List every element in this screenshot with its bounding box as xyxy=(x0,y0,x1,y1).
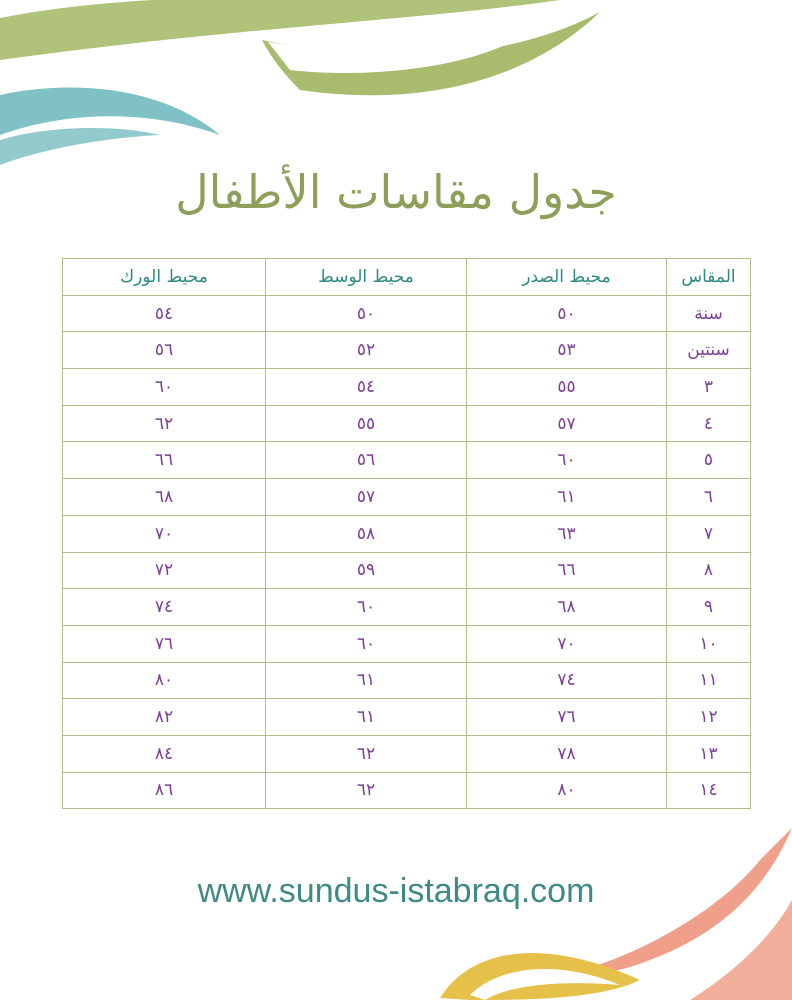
waist-cell: ٦١ xyxy=(266,662,467,699)
table-row xyxy=(63,552,751,589)
chest-cell: ٧٤ xyxy=(467,662,667,699)
chest-cell: ٥٠ xyxy=(467,295,667,332)
size-chart-table xyxy=(62,258,751,809)
header-hip: محيط الورك xyxy=(63,259,266,296)
size-cell: ١٤ xyxy=(667,772,751,809)
table-row xyxy=(63,515,751,552)
waist-cell: ٥٨ xyxy=(266,515,467,552)
table-row xyxy=(63,479,751,516)
teal-wave xyxy=(0,88,220,135)
size-cell: ٨ xyxy=(667,552,751,589)
table-row xyxy=(63,699,751,736)
hip-cell: ٦٠ xyxy=(63,369,266,406)
chest-cell: ٦٨ xyxy=(467,589,667,626)
table-row xyxy=(63,772,751,809)
table-row xyxy=(63,369,751,406)
table-row xyxy=(63,589,751,626)
waist-cell: ٦٢ xyxy=(266,772,467,809)
chest-cell: ٥٥ xyxy=(467,369,667,406)
hip-cell: ٥٤ xyxy=(63,295,266,332)
table-header-row xyxy=(63,259,751,296)
table-row xyxy=(63,625,751,662)
waist-cell: ٥٧ xyxy=(266,479,467,516)
size-cell: ٦ xyxy=(667,479,751,516)
teal-wave-lower xyxy=(0,128,160,165)
page-title: جدول مقاسات الأطفال xyxy=(175,165,617,219)
chest-cell: ٧٨ xyxy=(467,735,667,772)
header-waist: محيط الوسط xyxy=(266,259,467,296)
waist-cell: ٥٢ xyxy=(266,332,467,369)
waist-cell: ٥٦ xyxy=(266,442,467,479)
size-cell: ٤ xyxy=(667,405,751,442)
waist-cell: ٦٢ xyxy=(266,735,467,772)
waist-cell: ٦٠ xyxy=(266,625,467,662)
size-cell: ١٣ xyxy=(667,735,751,772)
table-body xyxy=(63,295,751,809)
size-cell: ٣ xyxy=(667,369,751,406)
hip-cell: ٦٢ xyxy=(63,405,266,442)
table-row xyxy=(63,332,751,369)
table-row xyxy=(63,735,751,772)
size-cell: ٥ xyxy=(667,442,751,479)
chest-cell: ٦٣ xyxy=(467,515,667,552)
waist-cell: ٥٥ xyxy=(266,405,467,442)
waist-cell: ٥٠ xyxy=(266,295,467,332)
hip-cell: ٧٤ xyxy=(63,589,266,626)
size-cell: ٩ xyxy=(667,589,751,626)
table-row xyxy=(63,405,751,442)
hip-cell: ٨٦ xyxy=(63,772,266,809)
chest-cell: ٦٠ xyxy=(467,442,667,479)
size-cell: ٧ xyxy=(667,515,751,552)
chest-cell: ٧٠ xyxy=(467,625,667,662)
hip-cell: ٥٦ xyxy=(63,332,266,369)
chest-cell: ٦١ xyxy=(467,479,667,516)
waist-cell: ٦٠ xyxy=(266,589,467,626)
hip-cell: ٧٢ xyxy=(63,552,266,589)
header-chest: محيط الصدر xyxy=(467,259,667,296)
size-cell: ١٠ xyxy=(667,625,751,662)
size-cell: سنتين xyxy=(667,332,751,369)
size-cell: ١٢ xyxy=(667,699,751,736)
hip-cell: ٧٠ xyxy=(63,515,266,552)
chest-cell: ٥٣ xyxy=(467,332,667,369)
table-row xyxy=(63,662,751,699)
hip-cell: ٧٦ xyxy=(63,625,266,662)
header-size: المقاس xyxy=(667,259,751,296)
table-row xyxy=(63,442,751,479)
chest-cell: ٦٦ xyxy=(467,552,667,589)
hip-cell: ٨٤ xyxy=(63,735,266,772)
size-cell: سنة xyxy=(667,295,751,332)
waist-cell: ٥٩ xyxy=(266,552,467,589)
hip-cell: ٨٠ xyxy=(63,662,266,699)
waist-cell: ٥٤ xyxy=(266,369,467,406)
hip-cell: ٨٢ xyxy=(63,699,266,736)
waist-cell: ٦١ xyxy=(266,699,467,736)
table-row xyxy=(63,295,751,332)
chest-cell: ٧٦ xyxy=(467,699,667,736)
size-cell: ١١ xyxy=(667,662,751,699)
chest-cell: ٨٠ xyxy=(467,772,667,809)
hip-cell: ٦٦ xyxy=(63,442,266,479)
hip-cell: ٦٨ xyxy=(63,479,266,516)
website-url[interactable]: www.sundus-istabraq.com xyxy=(197,872,595,910)
chest-cell: ٥٧ xyxy=(467,405,667,442)
